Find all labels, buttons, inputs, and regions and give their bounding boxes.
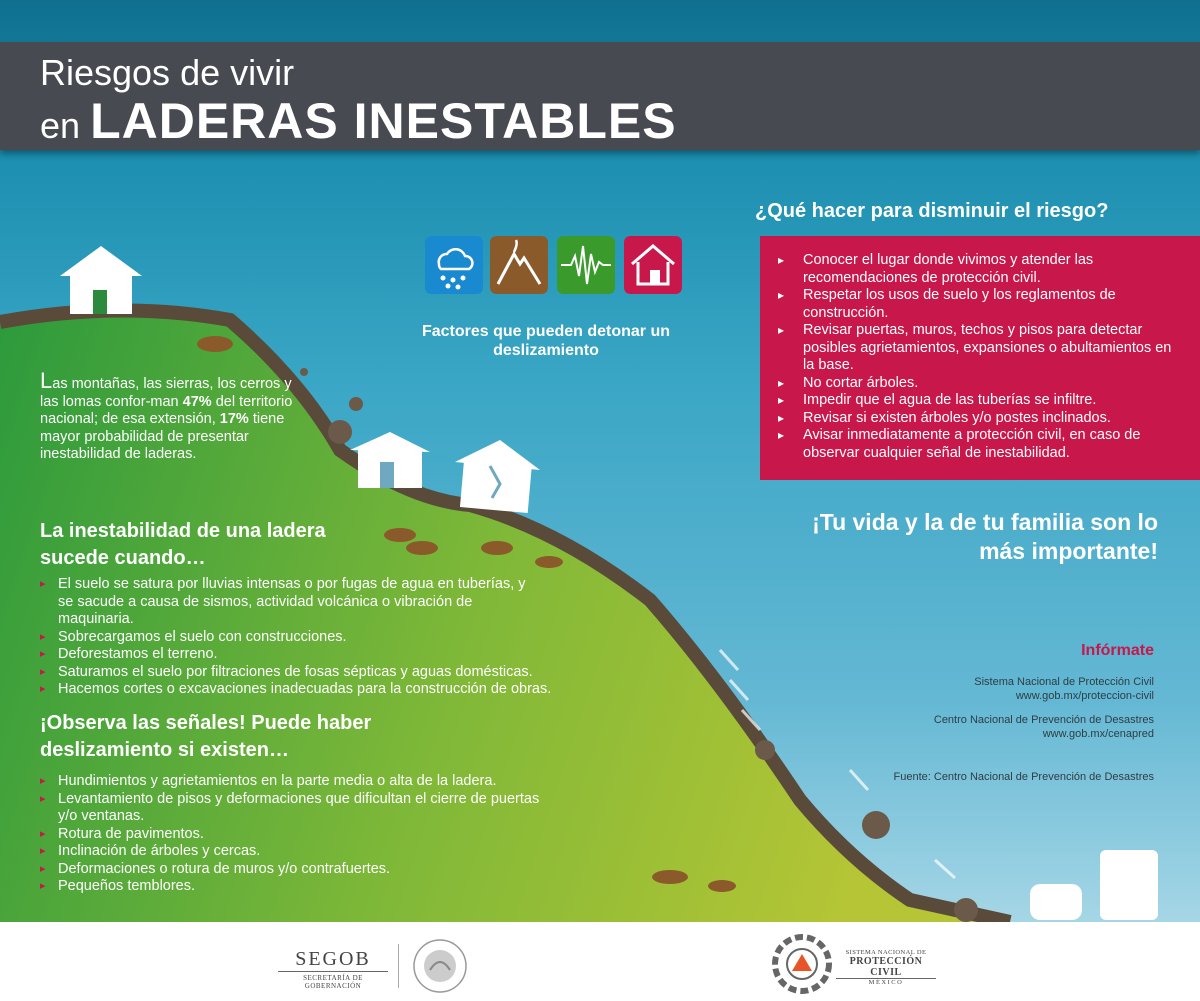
info-title: Infórmate [1081,642,1154,659]
segob-title: SEGOB [295,948,371,970]
rain-icon [425,236,483,294]
list-item: ▸ Deformaciones o rotura de muros y/o contrafuertes. [40,861,600,879]
list-item: ▸ Hundimientos y agrietamientos en la parte media o alta de la ladera. [40,773,600,791]
what-to-do-list [778,252,1178,462]
list-item: ▸ Hacemos cortes o excavaciones inadecuadas para la construcción de obras. [40,681,640,699]
list-item: ▸ Deforestamos el terreno. [40,646,640,664]
intro-paragraph [40,368,310,464]
national-seal-icon [412,938,468,994]
cracked-house-icon [455,440,540,513]
sinaproc-text [836,949,936,986]
intro-drop-cap: L [40,368,53,393]
house-middle-icon [350,432,430,488]
info-source: Fuente: Centro Nacional de Prevención de Desastres [893,771,1154,783]
segob-subtitle: SECRETARÍA DE GOBERNACIÓN [278,971,388,990]
info-org-1: Sistema Nacional de Protección Civil [974,676,1154,688]
list-item: ▸ No cortar árboles. [778,375,1178,393]
house-top-icon [60,246,142,314]
list-item: ▸ Conocer el lugar donde vivimos y atender las recomendaciones de protección civil. [778,252,1178,287]
sinaproc-line-2: PROTECCIÓN CIVIL [836,956,936,979]
list-item: ▸ Inclinación de árboles y cercas. [40,843,600,861]
sinaproc-line-3: MÉXICO [868,979,904,986]
earthquake-icon [557,236,615,294]
footer-divider [398,944,399,988]
list-item: ▸ Avisar inmediatamente a protección civil, en caso de observar cualquier señal de inestabilidad. [778,427,1178,462]
list-item: ▸ Pequeños temblores. [40,878,600,896]
list-item: ▸ Levantamiento de pisos y deformaciones que dificultan el cierre de puertas y/o ventanas. [40,791,548,826]
intro-part-1: as montañas, las sierras, los cerros y las lomas confor-man [40,376,292,410]
footer [0,922,1200,1001]
list-item: ▸ El suelo se satura por lluvias intensas o por fugas de agua en tuberías, y se sacude a causa de sismos, actividad volcánica o vibración de maquinaria. [40,576,528,629]
proteccion-civil-logo-icon [772,934,832,994]
segob-logo [278,948,388,990]
vehicles [1030,850,1158,920]
list-item: ▸ Rotura de pavimentos. [40,826,600,844]
title-bold: LADERAS INESTABLES [90,93,677,149]
list-item: ▸ Revisar si existen árboles y/o postes inclinados. [778,410,1178,428]
intro-part-3: tiene mayor probabilidad de presentar inestabilidad de laderas. [40,411,285,462]
intro-pct-1: 47% [182,393,212,410]
list-item: ▸ Sobrecargamos el suelo con construcciones. [40,629,640,647]
volcano-icon [490,236,548,294]
title-prefix: en [40,105,81,146]
list-item: ▸ Revisar puertas, muros, techos y pisos para detectar posibles agrietamientos, expansiones o abultamientos en la base. [778,322,1178,375]
intro-pct-2: 17% [219,411,249,427]
title-line-2 [40,92,677,150]
factors-caption: Factores que pueden detonar un deslizamiento [421,323,671,359]
intro-part-2: del territorio nacional; de esa extensión, [40,393,293,427]
info-url-2: www.gob.mx/cenapred [1042,728,1154,740]
signals-list [40,773,600,896]
title-line-1: Riesgos de vivir [40,52,295,93]
info-url-1: www.gob.mx/proteccion-civil [1015,690,1154,702]
sinaproc-line-1: SISTEMA NACIONAL DE [845,949,927,956]
signals-title: ¡Observa las señales! Puede haber deslizamiento si existen… [40,712,372,761]
instability-title: La inestabilidad de una ladera sucede cuando… [40,520,326,569]
list-item: ▸ Impedir que el agua de las tuberías se infiltre. [778,392,1178,410]
instability-list [40,576,640,699]
collapsed-house-icon [624,236,682,294]
info-org-2: Centro Nacional de Prevención de Desastres [933,714,1154,726]
slogan: ¡Tu vida y la de tu familia son lo más importante! [812,509,1158,564]
list-item: ▸ Saturamos el suelo por filtraciones de fosas sépticas y aguas domésticas. [40,664,640,682]
what-to-do-title: ¿Qué hacer para disminuir el riesgo? [755,200,1109,222]
list-item: ▸ Respetar los usos de suelo y los reglamentos de construcción. [778,287,1178,322]
